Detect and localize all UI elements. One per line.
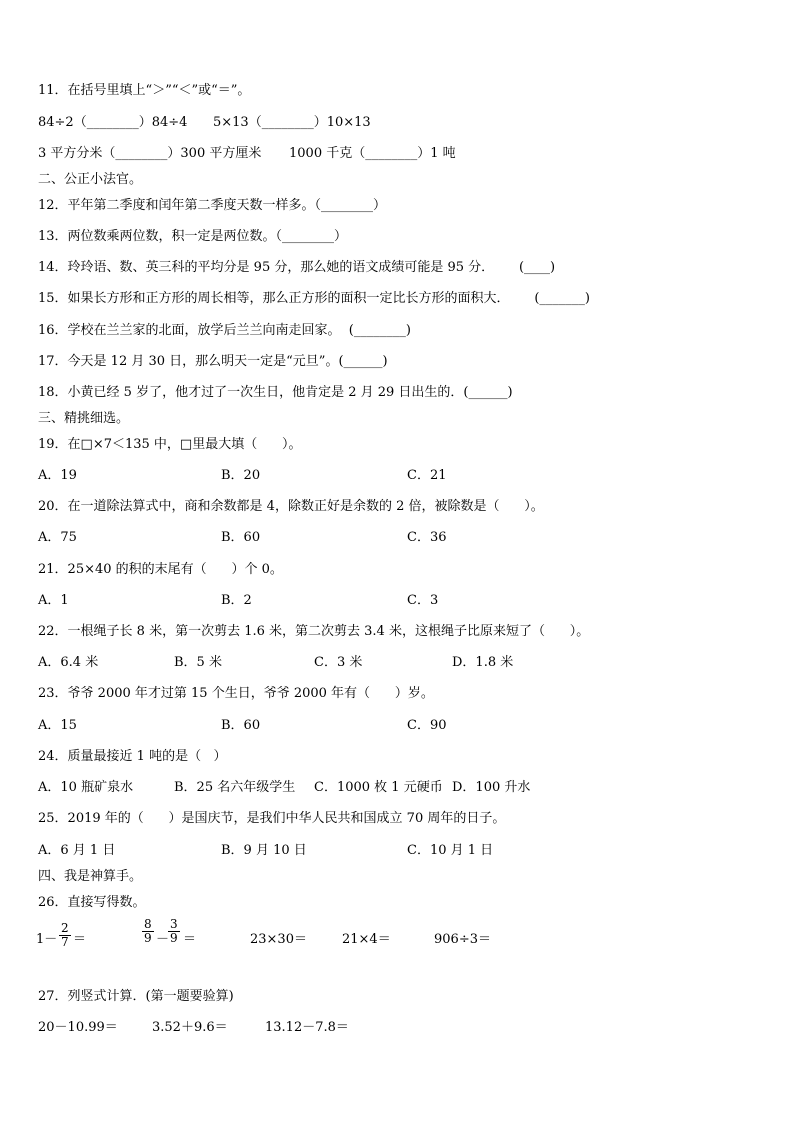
judge-q17: 17．今天是 12 月 30 日，那么明天一定是“元旦”。(______) xyxy=(38,354,388,369)
choice-q21-option-b: B．2 xyxy=(221,593,252,608)
choice-q20-option-a: A．75 xyxy=(38,530,77,545)
section-3-title: 三、精挑细选。 xyxy=(38,411,130,426)
choice-q22-option-c: C．3 米 xyxy=(314,655,363,670)
choice-q21: 21．25×40 的积的末尾有（ ）个 0。 xyxy=(38,562,283,577)
judge-q14: 14．玲玲语、数、英三科的平均分是 95 分，那么她的语文成绩可能是 95 分． (____) xyxy=(38,260,556,275)
q26-title: 26．直接写得数。 xyxy=(38,895,146,910)
choice-q25: 25．2019 年的（ ）是国庆节，是我们中华人民共和国成立 70 周年的日子。 xyxy=(38,811,506,826)
choice-q24: 24．质量最接近 1 吨的是（ ） xyxy=(38,749,227,764)
choice-q24-option-c: C．1000 枚 1 元硬币 xyxy=(314,780,443,795)
choice-q25-option-c: C．10 月 1 日 xyxy=(407,843,494,858)
choice-q22: 22．一根绳子长 8 米，第一次剪去 1.6 米，第二次剪去 3.4 米，这根绳子比原来短了（ ）。 xyxy=(38,624,590,639)
q26-item-1-numerator: 2 xyxy=(61,921,69,935)
choice-q24-option-a: A．10 瓶矿泉水 xyxy=(38,780,134,795)
choice-q21-option-c: C．3 xyxy=(407,593,439,608)
choice-q24-option-b: B．25 名六年级学生 xyxy=(174,780,296,795)
choice-q20-option-c: C．36 xyxy=(407,530,447,545)
section-4-title: 四、我是神算手。 xyxy=(38,869,143,884)
section-2-title: 二、公正小法官。 xyxy=(38,172,143,187)
choice-q20: 20．在一道除法算式中，商和余数都是 4，除数正好是余数的 2 倍，被除数是（ ）。 xyxy=(38,499,544,514)
q26-item-2-denominator-2: 9 xyxy=(170,931,178,945)
choice-q19-option-b: B．20 xyxy=(221,468,261,483)
q26-item-2-denominator-1: 9 xyxy=(144,931,152,945)
choice-q22-option-b: B．5 米 xyxy=(174,655,222,670)
q26-item-2-numerator-1: 8 xyxy=(144,917,152,931)
q26-item-2-fraction-1 xyxy=(142,918,154,945)
choice-q23-option-a: A．15 xyxy=(38,718,77,733)
choice-q25-option-b: B．9 月 10 日 xyxy=(221,843,307,858)
choice-q24-option-d: D．100 升水 xyxy=(452,780,531,795)
q11-title: 11．在括号里填上“＞”“＜”或“＝”。 xyxy=(38,83,251,98)
q26-item-4: 21×4＝ xyxy=(342,932,391,947)
q11-compare-3: 3 平方分米（________）300 平方厘米 xyxy=(38,146,262,161)
q11-compare-2: 5×13（________）10×13 xyxy=(213,115,371,130)
judge-q13: 13．两位数乘两位数，积一定是两位数。（________） xyxy=(38,229,348,244)
choice-q20-option-b: B．60 xyxy=(221,530,261,545)
choice-q19: 19．在□×7＜135 中，□里最大填（ ）。 xyxy=(38,437,302,452)
choice-q23-option-b: B．60 xyxy=(221,718,261,733)
q27-title: 27．列竖式计算．(第一题要验算) xyxy=(38,989,234,1004)
q27-item-1: 20－10.99＝ xyxy=(38,1020,118,1035)
judge-q16: 16．学校在兰兰家的北面，放学后兰兰向南走回家。 (________) xyxy=(38,323,411,338)
q11-compare-4: 1000 千克（________）1 吨 xyxy=(289,146,456,161)
choice-q22-option-d: D．1.8 米 xyxy=(452,655,514,670)
choice-q23-option-c: C．90 xyxy=(407,718,447,733)
q26-item-2-operator: － xyxy=(156,932,170,947)
q26-item-2-numerator-2: 3 xyxy=(170,917,178,931)
q26-item-2-equals: ＝ xyxy=(183,932,197,947)
q26-item-2-fraction-2 xyxy=(168,918,180,945)
q26-item-1-denominator: 7 xyxy=(61,935,69,949)
choice-q23: 23．爷爷 2000 年才过第 15 个生日，爷爷 2000 年有（ ）岁。 xyxy=(38,686,434,701)
q27-item-3: 13.12－7.8＝ xyxy=(265,1020,349,1035)
choice-q21-option-a: A．1 xyxy=(38,593,69,608)
q11-compare-1: 84÷2（________）84÷4 xyxy=(38,115,188,130)
q26-item-3: 23×30＝ xyxy=(250,932,307,947)
judge-q12: 12．平年第二季度和闰年第二季度天数一样多。（________） xyxy=(38,198,387,213)
choice-q19-option-c: C．21 xyxy=(407,468,447,483)
q26-item-5: 906÷3＝ xyxy=(434,932,491,947)
q27-item-2: 3.52＋9.6＝ xyxy=(152,1020,228,1035)
q26-item-1-equals: ＝ xyxy=(73,932,87,947)
q26-item-1-fraction xyxy=(59,922,71,949)
choice-q25-option-a: A．6 月 1 日 xyxy=(38,843,116,858)
q26-item-1-lead: 1－ xyxy=(36,932,58,947)
judge-q15: 15．如果长方形和正方形的周长相等，那么正方形的面积一定比长方形的面积大． (_______) xyxy=(38,291,590,306)
judge-q18: 18．小黄已经 5 岁了，他才过了一次生日，他肯定是 2 月 29 日出生的．(______) xyxy=(38,385,513,400)
choice-q19-option-a: A．19 xyxy=(38,468,77,483)
choice-q22-option-a: A．6.4 米 xyxy=(38,655,99,670)
